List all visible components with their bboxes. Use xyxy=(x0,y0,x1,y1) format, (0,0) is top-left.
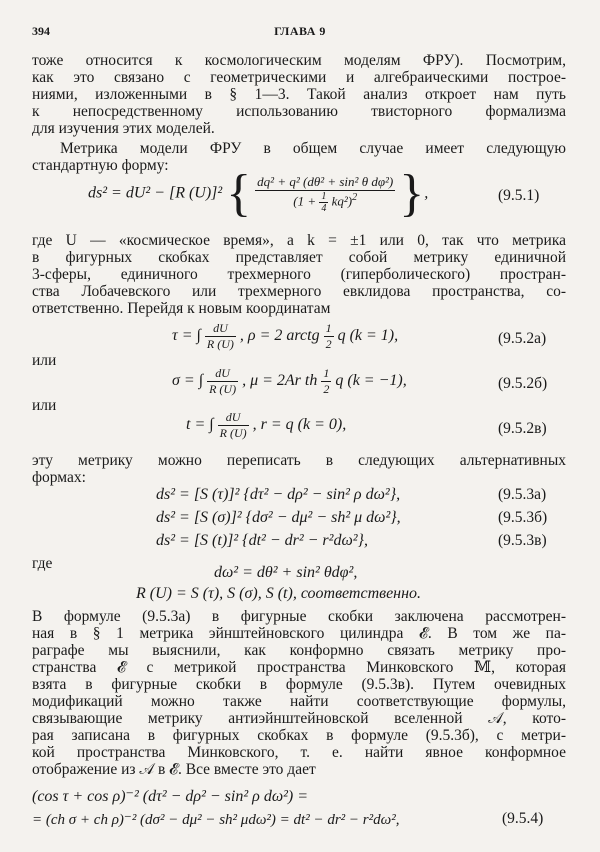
equation-lhs: ds² = dU² − [R (U)]² xyxy=(88,184,223,202)
equation-fraction: $\frac{dU}{R (U)}$ xyxy=(209,366,237,396)
paragraph-4 xyxy=(32,452,566,486)
equation-number: (9.5.1) xyxy=(498,187,540,204)
text-line: тоже относится к космологическим моделям ФРУ). Посмотрим, xyxy=(32,52,566,69)
equation-number: (9.5.3б) xyxy=(498,509,548,526)
equation-9-5-2b: σ = ∫ $\frac{dU}{R (U)}$ , μ = 2Ar th $\frac{1}{2}$ q (k = −1), xyxy=(172,366,407,396)
text-line: стандартную форму: xyxy=(32,157,169,174)
text-line: странства 𝓔 с метрикой пространства Минковского 𝕄, которая xyxy=(32,659,566,676)
paragraph-3 xyxy=(32,232,566,317)
equation-9-5-3b: ds² = [S (σ)]² {dσ² − dμ² − sh² μ dω²}, xyxy=(156,509,401,526)
text-line: к непосредственному использованию твисторного формализма xyxy=(32,103,566,120)
equation-9-5-4-line-2: = (ch σ + ch ρ)⁻² (dσ² − dμ² − sh² μdω²) = dt² − dr² − r²dω², xyxy=(32,812,400,828)
text-line: ответственно. Перейдя к новым координатам xyxy=(32,300,331,317)
text-line: рая записана в фигурных скобках в формуле (9.5.3б), с метри- xyxy=(32,727,566,744)
paragraph-5 xyxy=(32,608,566,778)
page-number: 394 xyxy=(32,24,50,38)
text-line: эту метрику можно переписать в следующих альтернативных xyxy=(32,452,566,469)
connector-word: или xyxy=(32,352,57,369)
text-line: Метрика модели ФРУ в общем случае имеет следующую xyxy=(60,140,566,157)
paragraph-1 xyxy=(32,52,566,137)
text-line: ства Лобачевского или трехмерного евклидова пространства, со- xyxy=(32,283,566,300)
equation-fraction: $\frac{dU}{R (U)}$ xyxy=(206,321,234,351)
equation-9-5-1: ds² = dU² − [R (U)]² { dq² + q² (dθ² + sin² θ dφ²) (1 + $\frac{1}{4}$ kq²)$^2$ }, xyxy=(88,165,429,222)
equation-R-of-U: R (U) = S (τ), S (σ), S (t), соответственно. xyxy=(136,585,422,602)
text-line: ниями, изложенными в § 1—3. Такой анализ откроет нам путь xyxy=(32,86,566,103)
text-line: как это связано с геометрическими и алгебраическими построе- xyxy=(32,69,566,86)
equation-number: (9.5.3a) xyxy=(498,486,547,503)
text-line: отображение из 𝒜 в 𝓔. Все вместе это дает xyxy=(32,761,316,778)
connector-word: где xyxy=(32,555,53,572)
half-fraction: $\frac{1}{2}$ xyxy=(325,321,332,351)
text-line: в фигурных скобках представляет собой метрику единичной xyxy=(32,249,566,266)
equation-fraction xyxy=(255,174,395,214)
text-line: взята в фигурные скобки в формуле (9.5.3в). Путем очевидных xyxy=(32,676,566,693)
equation-number: (9.5.2a) xyxy=(498,330,547,347)
brace-left: { xyxy=(226,165,252,222)
equation-number: (9.5.3в) xyxy=(498,532,547,549)
page-header xyxy=(32,24,568,42)
equation-domega: dω² = dθ² + sin² θdφ², xyxy=(214,564,358,581)
text-line: формах: xyxy=(32,469,86,486)
text-line: раграфе мы выяснили, как конформно связать метрику про- xyxy=(32,642,566,659)
brace-right: } xyxy=(399,165,425,222)
equation-number: (9.5.2б) xyxy=(498,375,548,392)
text-line: для изучения этих моделей. xyxy=(32,120,215,137)
fraction-numerator: dq² + q² (dθ² + sin² θ dφ²) xyxy=(257,174,394,189)
text-line: В формуле (9.5.3a) в фигурные скобки заключена рассмотрен- xyxy=(32,608,566,625)
equation-number: (9.5.4) xyxy=(502,810,544,827)
text-line: модификаций можно также найти соответствующие формулы, xyxy=(32,693,566,710)
equation-9-5-3a: ds² = [S (τ)]² {dτ² − dρ² − sin² ρ dω²}, xyxy=(156,486,401,503)
quarter-fraction: $\frac{1}{4}$ xyxy=(321,191,327,214)
text-line: ная в § 1 метрика эйнштейновского цилиндра 𝓔. В том же па- xyxy=(32,625,566,642)
equation-9-5-3v: ds² = [S (t)]² {dt² − dr² − r²dω²}, xyxy=(156,532,368,549)
text-line: кой пространства Минковского, т. е. найти явное конформное xyxy=(32,744,566,761)
text-line: 3-сферы, единичного трехмерного (гиперболического) простран- xyxy=(32,266,566,283)
fraction-denominator: (1 + $\frac{1}{4}$ kq²)$^2$ xyxy=(293,191,358,214)
equation-9-5-4-line-1: (cos τ + cos ρ)⁻² (dτ² − dρ² − sin² ρ dω²) = xyxy=(32,788,309,805)
paragraph-2 xyxy=(32,140,566,174)
equation-fraction: $\frac{dU}{R (U)}$ xyxy=(219,410,247,440)
half-fraction: $\frac{1}{2}$ xyxy=(323,366,330,396)
connector-word: или xyxy=(32,397,57,414)
equation-number: (9.5.2в) xyxy=(498,420,547,437)
equation-9-5-2v: t = ∫ $\frac{dU}{R (U)}$ , r = q (k = 0), xyxy=(186,410,347,440)
text-line: связывающие метрику антиэйнштейновской вселенной 𝒜, кото- xyxy=(32,710,566,727)
running-head: ГЛАВА 9 xyxy=(274,24,326,38)
equation-9-5-2a: τ = ∫ $\frac{dU}{R (U)}$ , ρ = 2 arctg $\frac{1}{2}$ q (k = 1), xyxy=(172,321,399,351)
text-line: где U — «космическое время», а k = ±1 или 0, так что метрика xyxy=(32,232,566,249)
